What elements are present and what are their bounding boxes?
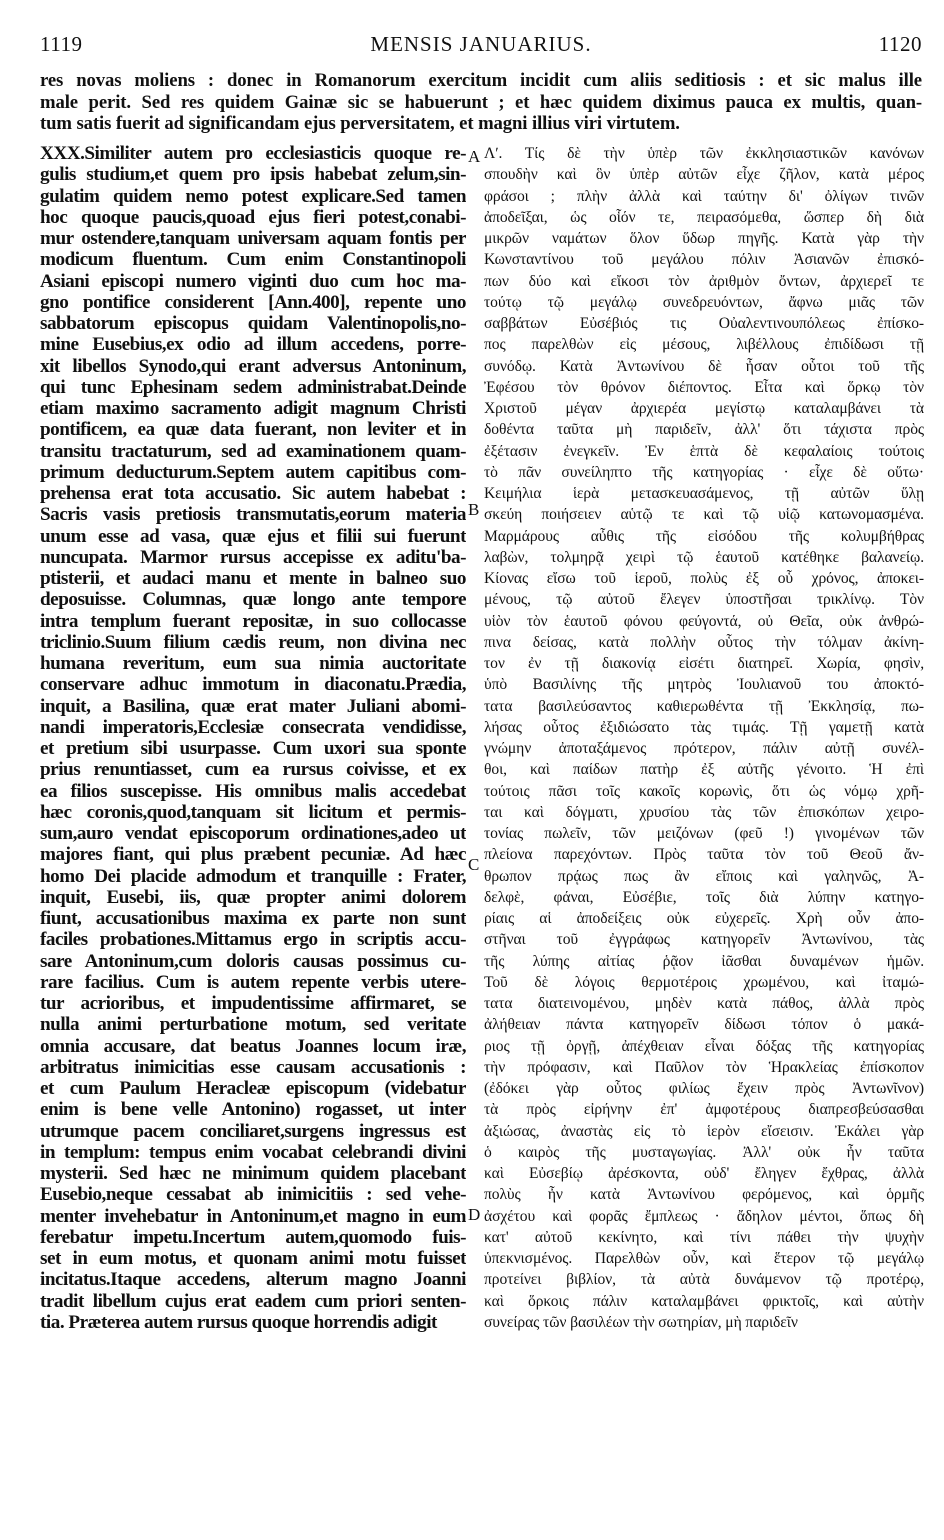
greek-line: τονίας πωλεῖν, τῶν μειζόνων (φεῦ !) γινομένων τῶν bbox=[484, 825, 924, 842]
page-number-right: 1120 bbox=[878, 32, 922, 56]
greek-line: φράσοι ; πλὴν ἀλλὰ καὶ ταύτην δι' ὀλίγων τινῶν bbox=[484, 187, 924, 205]
section-marker-d: D bbox=[468, 1205, 481, 1224]
greek-line: μικρῶν ναμάτων ὅλον ὕδωρ πηγῆς. Κατὰ γὰρ τὴν bbox=[484, 230, 924, 247]
latin-line: fiunt, accusationibus maxima ex parte non sunt bbox=[40, 908, 466, 929]
latin-line: intra templum fuerant repositæ, in suo collocasse bbox=[40, 610, 466, 632]
latin-line: unum esse ad vasa, quæ ejus et filii sui fuerunt bbox=[40, 525, 466, 547]
intro-line: male perit. Sed res quidem Gainæ sic se habuerunt ; et hæc quidem diximus pauca ex multis, quan- bbox=[40, 91, 922, 113]
greek-line: λήσας οὗτος ἐξιδιώσατο τὰς τιμάς. Τῇ γαμετῇ κατὰ bbox=[484, 718, 924, 736]
latin-line: set in eum motus, et quonam animi motu fuisset bbox=[40, 1248, 466, 1269]
intro-paragraph bbox=[40, 70, 922, 135]
latin-line: faciles probationes.Mittamus ergo in scriptis accu- bbox=[40, 929, 466, 951]
latin-line: primum deducturum.Septem autem capitibus com- bbox=[40, 461, 466, 483]
latin-line: triclinio.Suum filium cædis reum, non divina nec bbox=[40, 631, 466, 653]
latin-line: hoc quoque paucis,quoad ejus fieri potest,conabi- bbox=[40, 206, 466, 228]
greek-line: δοθέντα ταῦτα μὴ παριδεῖν, ἀλλ' ὅτι τάχιστα πρὸς bbox=[484, 421, 924, 439]
latin-line: gulatim quidem nemo potest explicare.Sed tamen bbox=[40, 185, 466, 207]
greek-line: Κωνσταντίνου τοῦ μεγάλου πόλιν Ἀσιανῶν ἐπισκό- bbox=[484, 251, 924, 269]
latin-line: nandi imperatoris,Ecclesiæ consecrata vendidisse, bbox=[40, 716, 466, 738]
greek-line: θρωπον πρᾴως πως ἂν εἴποις καὶ γαληνῶς, Ἀ- bbox=[484, 867, 924, 885]
latin-line: tia. Præterea autem rursus quoque horrendis adigit bbox=[40, 1311, 437, 1333]
greek-line: τον ἐν τῇ διακονίᾳ εἰσέτι διατηρεῖ. Χωρία, φησὶν, bbox=[484, 655, 924, 672]
greek-line: πολὺς ἦν κατὰ Ἀντωνίνου φερόμενος, καὶ ὁρμῆς bbox=[484, 1186, 924, 1204]
greek-line: καὶ ὅρκοις πάλιν καταλαμβάνει φρικτοῖς, καὶ αὐτὴν bbox=[484, 1292, 924, 1310]
latin-line: conservare adhuc immotum in diaconatu.Prædia, bbox=[40, 674, 466, 696]
latin-line: XXX.Similiter autem pro ecclesiasticis quoque re- bbox=[40, 143, 466, 164]
latin-line: modicum fluentum. Cum enim Constantinopoli bbox=[40, 249, 466, 271]
latin-line: majores fiant, qui plus præbent pecuniæ. Ad hæc bbox=[40, 844, 466, 866]
greek-line: τὴν πρόφασιν, καὶ Παῦλον τὸν Ἡρακλείας ἐπίσκοπον bbox=[484, 1058, 924, 1076]
greek-line: ἀσχέτου καὶ φορᾶς ἔμπλεως · ἄδηλον μέντοι, ὅπως δὴ bbox=[484, 1207, 924, 1225]
latin-line: deposuisse. Columnas, quæ longo ante tempore bbox=[40, 589, 466, 611]
greek-line: ὑπεκνισμένος. Παρελθὼν οὖν, καὶ ἕτερον τῷ μεγάλῳ bbox=[484, 1250, 924, 1267]
latin-line: ptisterii, et audaci manu et mente in balneo suo bbox=[40, 568, 466, 589]
latin-line: inquit, a Basilina, quæ erat mater Juliani abomi- bbox=[40, 695, 466, 717]
latin-line: homo Dei placide admodum et tranquille : Frater, bbox=[40, 865, 466, 887]
greek-line: μένους, τῷ αὐτοῦ ἔλεγεν ὑποστῆσαι τρικλίνῳ. Τὸν bbox=[484, 591, 924, 609]
greek-line: τατα διατεινομένου, μηδὲν κατὰ πάθος, ἀλλὰ πρὸς bbox=[484, 995, 924, 1012]
latin-line: in templum: tempus enim vocabat celebrandi divini bbox=[40, 1141, 466, 1163]
latin-line: mine Eusebius,ex odio ad illum accedens, porre- bbox=[40, 334, 466, 356]
latin-line: menter invehebatur in Antoninum,et magno in eum bbox=[40, 1205, 466, 1227]
greek-line: τὰ πρὸς εἰρήνην ἐπ' ἀμφοτέρους διαπρεσβεύσασθαι bbox=[484, 1101, 924, 1119]
greek-column bbox=[484, 143, 924, 1333]
latin-line: pontificem, ea quæ data fuerant, non leviter et in bbox=[40, 419, 466, 441]
latin-line: Sacris vasis pretiosis transmutatis,eorum materia bbox=[40, 504, 466, 526]
greek-line: προτείνει βιβλίον, τὰ αὐτὰ δυνάμενον τῷ προτέρῳ, bbox=[484, 1271, 924, 1289]
latin-line: tradit libellum cujus erat eadem cum priori senten- bbox=[40, 1290, 466, 1312]
latin-line: xit libellos Synodo,qui erant adversus Antoninum, bbox=[40, 355, 466, 377]
greek-line: ἐξέτασιν ἐνεγκεῖν. Ἐν ἑπτὰ δὲ κεφαλαίοις τούτοις bbox=[484, 442, 924, 460]
greek-line: Τοῦ δὲ λόγοις θερμοτέροις χρωμένου, καὶ ἰταμώ- bbox=[484, 973, 924, 991]
greek-line: τῆς λύπης αἰτίας ῥᾷον ἰᾶσθαι δυναμένων ἡμῶν. bbox=[484, 952, 924, 970]
latin-line: humana reveritum, eum sua nimia auctoritate bbox=[40, 653, 466, 674]
greek-line: συνείρας τῶν βασιλέων τὴν σωτηρίαν, μὴ παριδεῖν bbox=[484, 1313, 798, 1331]
latin-line: Asiani episcopi numero viginti duo cum hoc ma- bbox=[40, 270, 466, 292]
greek-line: πος παρελθὼν εἰς μέσους, λιβέλλους ἐπιδίδωσι τῇ bbox=[484, 336, 924, 354]
intro-line: res novas moliens : donec in Romanorum exercitum incidit cum aliis seditiosis : et sic malus ille bbox=[40, 70, 922, 91]
greek-line: γνώμην ἀποταξάμενος πρότερον, πάλιν αὐτῇ συνέλ- bbox=[484, 740, 924, 757]
greek-line: Κίονας εἴσω τοῦ ἱεροῦ, πολὺς ἐξ οὗ χρόνος, ἀποκει- bbox=[484, 570, 924, 587]
greek-line: Ἐφέσου τὸν θρόνον διέποντος. Εἶτα καὶ ὅρκῳ τὸν bbox=[484, 378, 924, 396]
greek-line: συνόδῳ. Κατὰ Ἀντωνίνου δὲ ἦσαν οὗτοι τοῦ τῆς bbox=[484, 357, 924, 375]
latin-line: utrumque pacem conciliaret,surgens ingressus est bbox=[40, 1120, 466, 1142]
latin-line: sum,auro vendat episcoporum ordinationes,adeo ut bbox=[40, 823, 466, 844]
greek-line: θοι, καὶ παίδων πατὴρ ἐξ αὐτῆς γένοιτο. Ἡ ἐπὶ bbox=[484, 761, 924, 779]
latin-line: mysterii. Sed hæc ne minimum quidem placebant bbox=[40, 1163, 466, 1184]
greek-line: ριος τῇ ὀργῇ, ἀπέχθειαν εἶναι δόξας τῆς κατηγορίας bbox=[484, 1037, 924, 1055]
greek-line: σκεύη ποιήσειεν αὑτῷ τε καὶ τῷ υἱῷ κατωνομασμένα. bbox=[484, 506, 924, 524]
greek-line: ἀποδεῖξαι, ὡς οἷόν τε, πειρασόμεθα, ὥσπερ δὴ διὰ bbox=[484, 208, 924, 226]
latin-line: ferebatur impetu.Incertum autem,quomodo fuis- bbox=[40, 1226, 466, 1248]
greek-line: τατα βασιλεύσαντος καθιερωθέντα τῇ Ἐκκλησίᾳ, πω- bbox=[484, 697, 924, 715]
latin-line: etiam maximo sacramento adigit magnum Christi bbox=[40, 398, 466, 419]
latin-line: tur acrioribus, et impudentissime affirmaret, se bbox=[40, 993, 466, 1014]
latin-line: prehensa erat tota accusatio. Sic autem habebat : bbox=[40, 483, 466, 504]
latin-line: gulis studium,et quem pro ipsis habebat zelum,sin- bbox=[40, 164, 466, 186]
greek-line: (ἐδόκει γὰρ οὗτος φιλίως ἔχειν πρὸς Ἀντωνῖνον) bbox=[484, 1080, 924, 1097]
greek-line: Μαρμάρους αὖθις τῆς εἰσόδου τῆς κολυμβήθρας bbox=[484, 527, 924, 545]
page-number-left: 1119 bbox=[40, 32, 83, 56]
latin-line: ea filios suscepisse. His omnibus malis accedebat bbox=[40, 780, 466, 802]
latin-line: qui tunc Ephesinam sedem administrabat.Deinde bbox=[40, 376, 466, 398]
greek-line: ἀξιώσας, ἀναστὰς εἰς τὸ ἱερὸν εἴσεισιν. Ἐκάλει γὰρ bbox=[484, 1122, 924, 1140]
latin-line: et cum Paulum Heracleæ episcopum (videbatur bbox=[40, 1078, 466, 1099]
latin-line: transitu tractaturum, sed ad examinationem quam- bbox=[40, 440, 466, 462]
greek-line: κατ' αὐτοῦ κεκίνητο, καὶ τίνι πάθει τὴν ψυχὴν bbox=[484, 1228, 924, 1246]
latin-column bbox=[40, 143, 466, 1333]
latin-line: incitatus.Itaque accedens, alterum magno Joanni bbox=[40, 1269, 466, 1291]
latin-line: sabbatorum episcopus quidam Valentinopolis,no- bbox=[40, 313, 466, 334]
section-marker-c: C bbox=[468, 855, 480, 874]
intro-line: tum satis fuerit ad significandam ejus perversitatem, et magni illius viri virtutem. bbox=[40, 113, 680, 134]
greek-line: δελφὲ, φάναι, Εὐσέβιε, τοῖς διὰ λύπην κατηγο- bbox=[484, 888, 924, 906]
greek-line: Χριστοῦ μέγαν ἀρχιερέα μεγίστῳ καταλαμβάνει τὰ bbox=[484, 400, 924, 417]
latin-line: rare facilius. Cum is autem repente verbis utere- bbox=[40, 971, 466, 993]
section-marker-a: A bbox=[468, 147, 481, 166]
greek-line: υἱὸν τὸν ἑαυτοῦ φόνου φεύγοντά, οὐ Θεῖα, οὐκ ἀνθρώ- bbox=[484, 612, 924, 630]
latin-line: omnia accusare, dat beatus Joannes locum iræ, bbox=[40, 1035, 466, 1057]
greek-line: ρίαις αἱ ἀποδείξεις οὐκ εὐχερεῖς. Χρὴ οὖν ἀπο- bbox=[484, 910, 924, 927]
greek-line: ὁ καιρὸς τῆς μυσταγωγίας. Ἀλλ' οὐκ ἦν ταῦτα bbox=[484, 1143, 924, 1161]
greek-line: στῆναι τοῦ ἐγγράφως κατηγορεῖν Ἀντωνίνου, τὰς bbox=[484, 931, 924, 949]
greek-line: ται καὶ δόγματι, χρυσίου τὰς τῶν ἐπισκόπων χειρο- bbox=[484, 803, 924, 821]
greek-line: τούτοις πᾶσι τοῖς κακοῖς κορωνὶς, ὅτι ὡς νόμῳ χρῆ- bbox=[484, 782, 924, 800]
latin-line: prius renuntiasset, cum ea rursus coivisse, et ex bbox=[40, 759, 466, 781]
greek-line: σπουδὴν καὶ ὃν ὑπὲρ αὐτῶν εἶχε ζῆλον, κατὰ μέρος bbox=[484, 166, 924, 184]
greek-line: σαββάτων Εὐσέβιός τις Οὐαλεντινουπόλεως ἐπίσκο- bbox=[484, 315, 924, 332]
latin-line: gno pontifice considerent [Ann.400], repente uno bbox=[40, 291, 466, 313]
latin-line: inquit, Eusebi, iis, quæ propter animi dolorem bbox=[40, 886, 466, 908]
latin-line: enim is bene velle Antonino) rogasset, ut inter bbox=[40, 1099, 466, 1121]
greek-line: πλείονα παρεχόντων. Πρὸς ταῦτα τὸν τοῦ Θεοῦ ἄν- bbox=[484, 846, 924, 864]
greek-line: λαβὼν, τολμηρᾷ χειρὶ τῷ ἑαυτοῦ κατέθηκε βαλανείῳ. bbox=[484, 548, 924, 566]
greek-line: τούτῳ τῷ μεγάλῳ συνεδρευόντων, ἄφνω μιᾶς τῶν bbox=[484, 293, 924, 311]
latin-line: sare Antoninum,cum doloris causas possimus cu- bbox=[40, 950, 466, 972]
greek-line: ἀλήθειαν πάντα κατηγορεῖν δίδωσι τόπον ὁ μακά- bbox=[484, 1016, 924, 1034]
section-marker-b: B bbox=[468, 500, 480, 519]
greek-line: Κειμήλια ἱερὰ μετασκευασάμενος, τῇ αὐτῶν ὕλῃ bbox=[484, 485, 924, 502]
greek-line: καὶ Εὐσεβίῳ ἀρέσκοντα, οὐδ' ἔληγεν ἔχθρας, ἀλλὰ bbox=[484, 1165, 924, 1182]
latin-line: arbitratus inimicitias esse causam accusationis : bbox=[40, 1056, 466, 1078]
page-header bbox=[40, 32, 922, 62]
latin-line: nuncupata. Marmor rursus accepisse ex aditu'ba- bbox=[40, 546, 466, 568]
greek-line: Λʹ. Τίς δὲ τὴν ὑπὲρ τῶν ἐκκλησιαστικῶν κανόνων bbox=[484, 145, 924, 162]
greek-line: πων δύο καὶ εἴκοσι τὸν ἀριθμὸν ὄντων, ἀρχιερεῖ τε bbox=[484, 272, 924, 290]
latin-line: et pretium sibi usurpasse. Cum uxori sua sponte bbox=[40, 738, 466, 759]
latin-line: hæc coronis,quod,tanquam sit licitum et permis- bbox=[40, 801, 466, 823]
greek-line: πινα δείσας, κατὰ πολλὴν οὗτος τὴν τόλμαν ἀκίνη- bbox=[484, 633, 924, 651]
greek-line: ὑπὸ Βασιλίνης τῆς μητρὸς Ἰουλιανοῦ του ἀποκτό- bbox=[484, 676, 924, 694]
latin-line: Eusebio,neque cessabat ab inimicitiis : sed vehe- bbox=[40, 1184, 466, 1206]
greek-line: τὸ πᾶν συνείληπτο τῆς κατηγορίας · εἶχε δὲ οὕτω· bbox=[484, 463, 924, 481]
running-title: MENSIS JANUARIUS. bbox=[370, 32, 592, 56]
latin-line: mur ostendere,tanquam universam aquam fontis per bbox=[40, 228, 466, 249]
latin-line: nulla animi perturbatione motum, sed veritate bbox=[40, 1014, 466, 1036]
